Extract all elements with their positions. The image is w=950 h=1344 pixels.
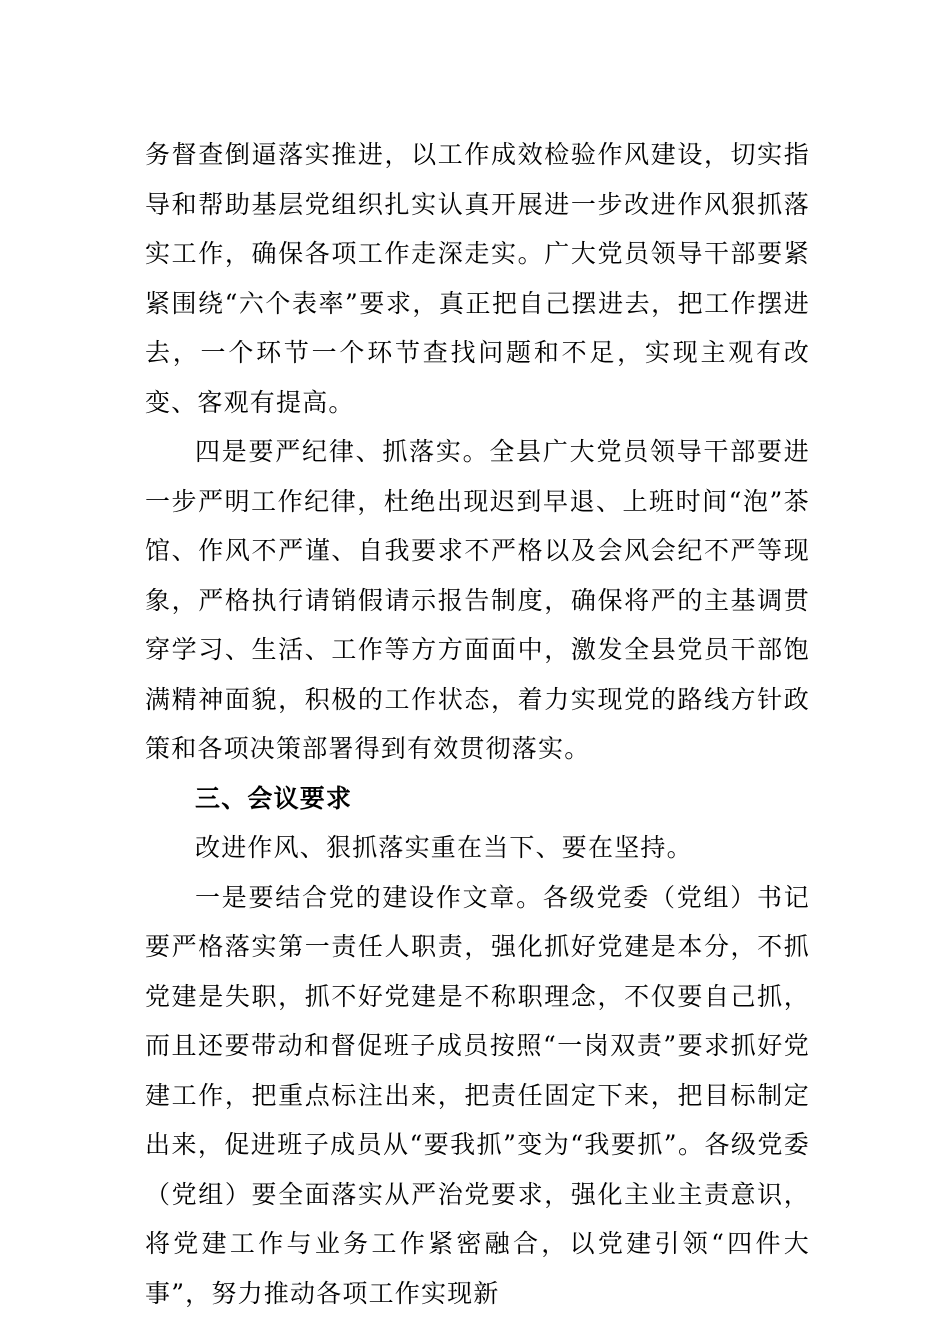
paragraph-discipline: 四是要严纪律、抓落实。全县广大党员领导干部要进一步严明工作纪律，杜绝出现迟到早退、上班时间“泡”茶馆、作风不严谨、自我要求不严格以及会风会纪不严等现象，严格执行请销假请示报告制度，确保将严的主基调贯穿学习、生活、工作等方方面面中，激发全县党员干部饱满精神面貌，积极的工作状态，着力实现党的路线方针政策和各项决策部署得到有效贯彻落实。 — [145, 437, 810, 763]
paragraph-continuation: 务督查倒逼落实推进，以工作成效检验作风建设，切实指导和帮助基层党组织扎实认真开展进一步改进作风狠抓落实工作，确保各项工作走深走实。广大党员领导干部要紧紧围绕“六个表率”要求，真正把自己摆进去，把工作摆进去，一个环节一个环节查找问题和不足，实现主观有改变、客观有提高。 — [145, 140, 810, 417]
document-body — [145, 130, 810, 1318]
paragraph-intro: 改进作风、狠抓落实重在当下、要在坚持。 — [195, 833, 693, 862]
paragraph-party-building: 一是要结合党的建设作文章。各级党委（党组）书记要严格落实第一责任人职责，强化抓好党建是本分，不抓党建是失职，抓不好党建是不称职理念，不仅要自己抓，而且还要带动和督促班子成员按照“一岗双责”要求抓好党建工作，把重点标注出来，把责任固定下来，把目标制定出来，促进班子成员从“要我抓”变为“我要抓”。各级党委（党组）要全面落实从严治党要求，强化主业主责意识，将党建工作与业务工作紧密融合，以党建引领“四件大事”，努力推动各项工作实现新 — [145, 882, 810, 1308]
section-heading-meeting-requirements: 三、会议要求 — [195, 783, 353, 813]
